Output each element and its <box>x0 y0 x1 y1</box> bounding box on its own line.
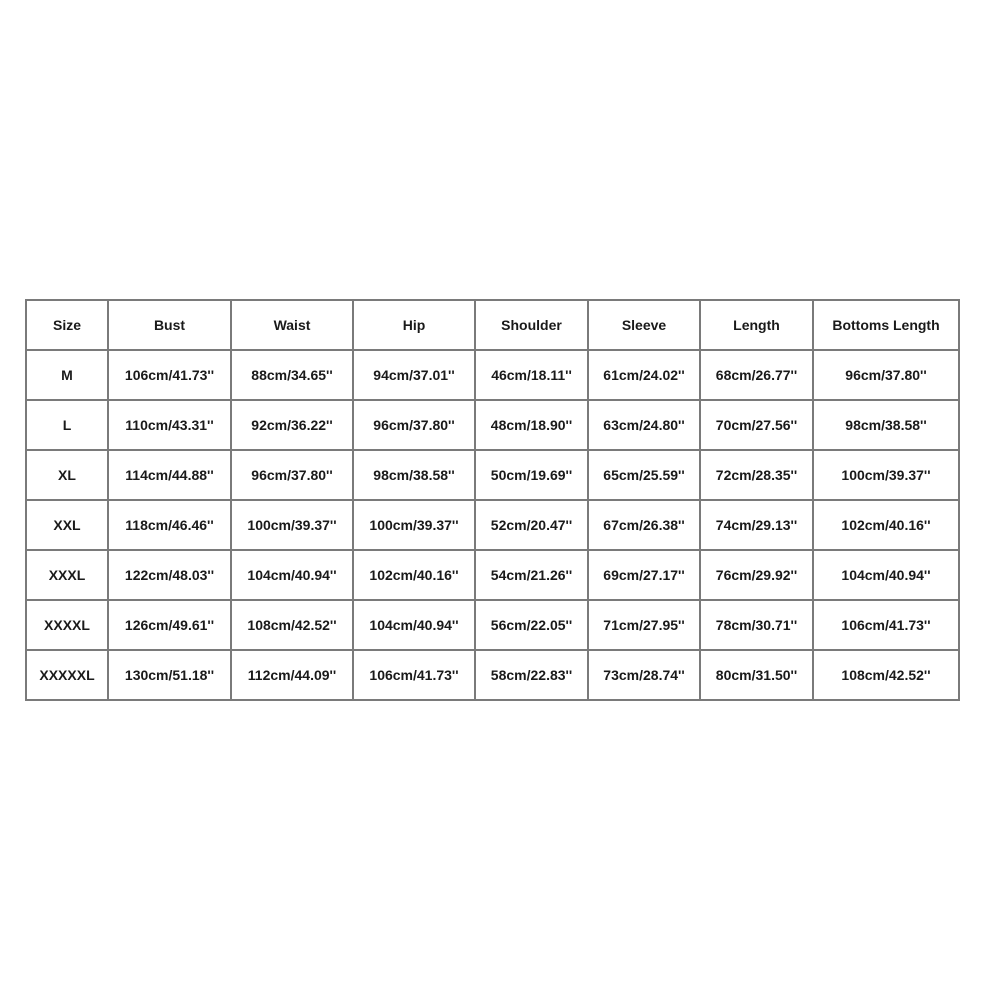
cell-bottoms-length: 102cm/40.16'' <box>814 501 960 551</box>
table-row <box>27 651 960 701</box>
cell-sleeve: 65cm/25.59'' <box>589 451 701 501</box>
cell-bust: 114cm/44.88'' <box>109 451 232 501</box>
cell-waist: 92cm/36.22'' <box>232 401 354 451</box>
cell-shoulder: 50cm/19.69'' <box>476 451 589 501</box>
cell-bust: 130cm/51.18'' <box>109 651 232 701</box>
cell-length: 78cm/30.71'' <box>701 601 814 651</box>
cell-bottoms-length: 108cm/42.52'' <box>814 651 960 701</box>
cell-bust: 110cm/43.31'' <box>109 401 232 451</box>
header-size: Size <box>27 301 109 351</box>
cell-hip: 94cm/37.01'' <box>354 351 476 401</box>
cell-waist: 108cm/42.52'' <box>232 601 354 651</box>
header-bottoms-length: Bottoms Length <box>814 301 960 351</box>
cell-hip: 104cm/40.94'' <box>354 601 476 651</box>
header-shoulder: Shoulder <box>476 301 589 351</box>
table-row <box>27 551 960 601</box>
cell-bust: 106cm/41.73'' <box>109 351 232 401</box>
cell-size: XXL <box>27 501 109 551</box>
cell-sleeve: 73cm/28.74'' <box>589 651 701 701</box>
cell-shoulder: 56cm/22.05'' <box>476 601 589 651</box>
header-length: Length <box>701 301 814 351</box>
table-body <box>27 351 960 701</box>
cell-waist: 96cm/37.80'' <box>232 451 354 501</box>
cell-bottoms-length: 106cm/41.73'' <box>814 601 960 651</box>
table-row <box>27 601 960 651</box>
cell-bust: 126cm/49.61'' <box>109 601 232 651</box>
header-waist: Waist <box>232 301 354 351</box>
cell-size: XL <box>27 451 109 501</box>
cell-sleeve: 61cm/24.02'' <box>589 351 701 401</box>
cell-length: 70cm/27.56'' <box>701 401 814 451</box>
cell-sleeve: 69cm/27.17'' <box>589 551 701 601</box>
cell-size: XXXXXL <box>27 651 109 701</box>
cell-length: 72cm/28.35'' <box>701 451 814 501</box>
cell-waist: 100cm/39.37'' <box>232 501 354 551</box>
cell-hip: 106cm/41.73'' <box>354 651 476 701</box>
table-row <box>27 401 960 451</box>
cell-bottoms-length: 98cm/38.58'' <box>814 401 960 451</box>
cell-bottoms-length: 96cm/37.80'' <box>814 351 960 401</box>
cell-bust: 118cm/46.46'' <box>109 501 232 551</box>
cell-hip: 102cm/40.16'' <box>354 551 476 601</box>
cell-hip: 98cm/38.58'' <box>354 451 476 501</box>
cell-size: XXXXL <box>27 601 109 651</box>
cell-shoulder: 46cm/18.11'' <box>476 351 589 401</box>
cell-sleeve: 67cm/26.38'' <box>589 501 701 551</box>
header-bust: Bust <box>109 301 232 351</box>
cell-shoulder: 54cm/21.26'' <box>476 551 589 601</box>
cell-hip: 100cm/39.37'' <box>354 501 476 551</box>
cell-size: M <box>27 351 109 401</box>
cell-waist: 104cm/40.94'' <box>232 551 354 601</box>
header-sleeve: Sleeve <box>589 301 701 351</box>
table-row <box>27 501 960 551</box>
cell-bottoms-length: 100cm/39.37'' <box>814 451 960 501</box>
cell-size: XXXL <box>27 551 109 601</box>
cell-bust: 122cm/48.03'' <box>109 551 232 601</box>
cell-waist: 88cm/34.65'' <box>232 351 354 401</box>
cell-shoulder: 48cm/18.90'' <box>476 401 589 451</box>
cell-length: 76cm/29.92'' <box>701 551 814 601</box>
cell-waist: 112cm/44.09'' <box>232 651 354 701</box>
cell-length: 80cm/31.50'' <box>701 651 814 701</box>
cell-length: 68cm/26.77'' <box>701 351 814 401</box>
table-row <box>27 351 960 401</box>
cell-length: 74cm/29.13'' <box>701 501 814 551</box>
cell-hip: 96cm/37.80'' <box>354 401 476 451</box>
cell-sleeve: 63cm/24.80'' <box>589 401 701 451</box>
cell-shoulder: 58cm/22.83'' <box>476 651 589 701</box>
cell-bottoms-length: 104cm/40.94'' <box>814 551 960 601</box>
size-chart-table <box>25 299 960 701</box>
cell-shoulder: 52cm/20.47'' <box>476 501 589 551</box>
header-row <box>27 301 960 351</box>
header-hip: Hip <box>354 301 476 351</box>
cell-size: L <box>27 401 109 451</box>
table-row <box>27 451 960 501</box>
cell-sleeve: 71cm/27.95'' <box>589 601 701 651</box>
